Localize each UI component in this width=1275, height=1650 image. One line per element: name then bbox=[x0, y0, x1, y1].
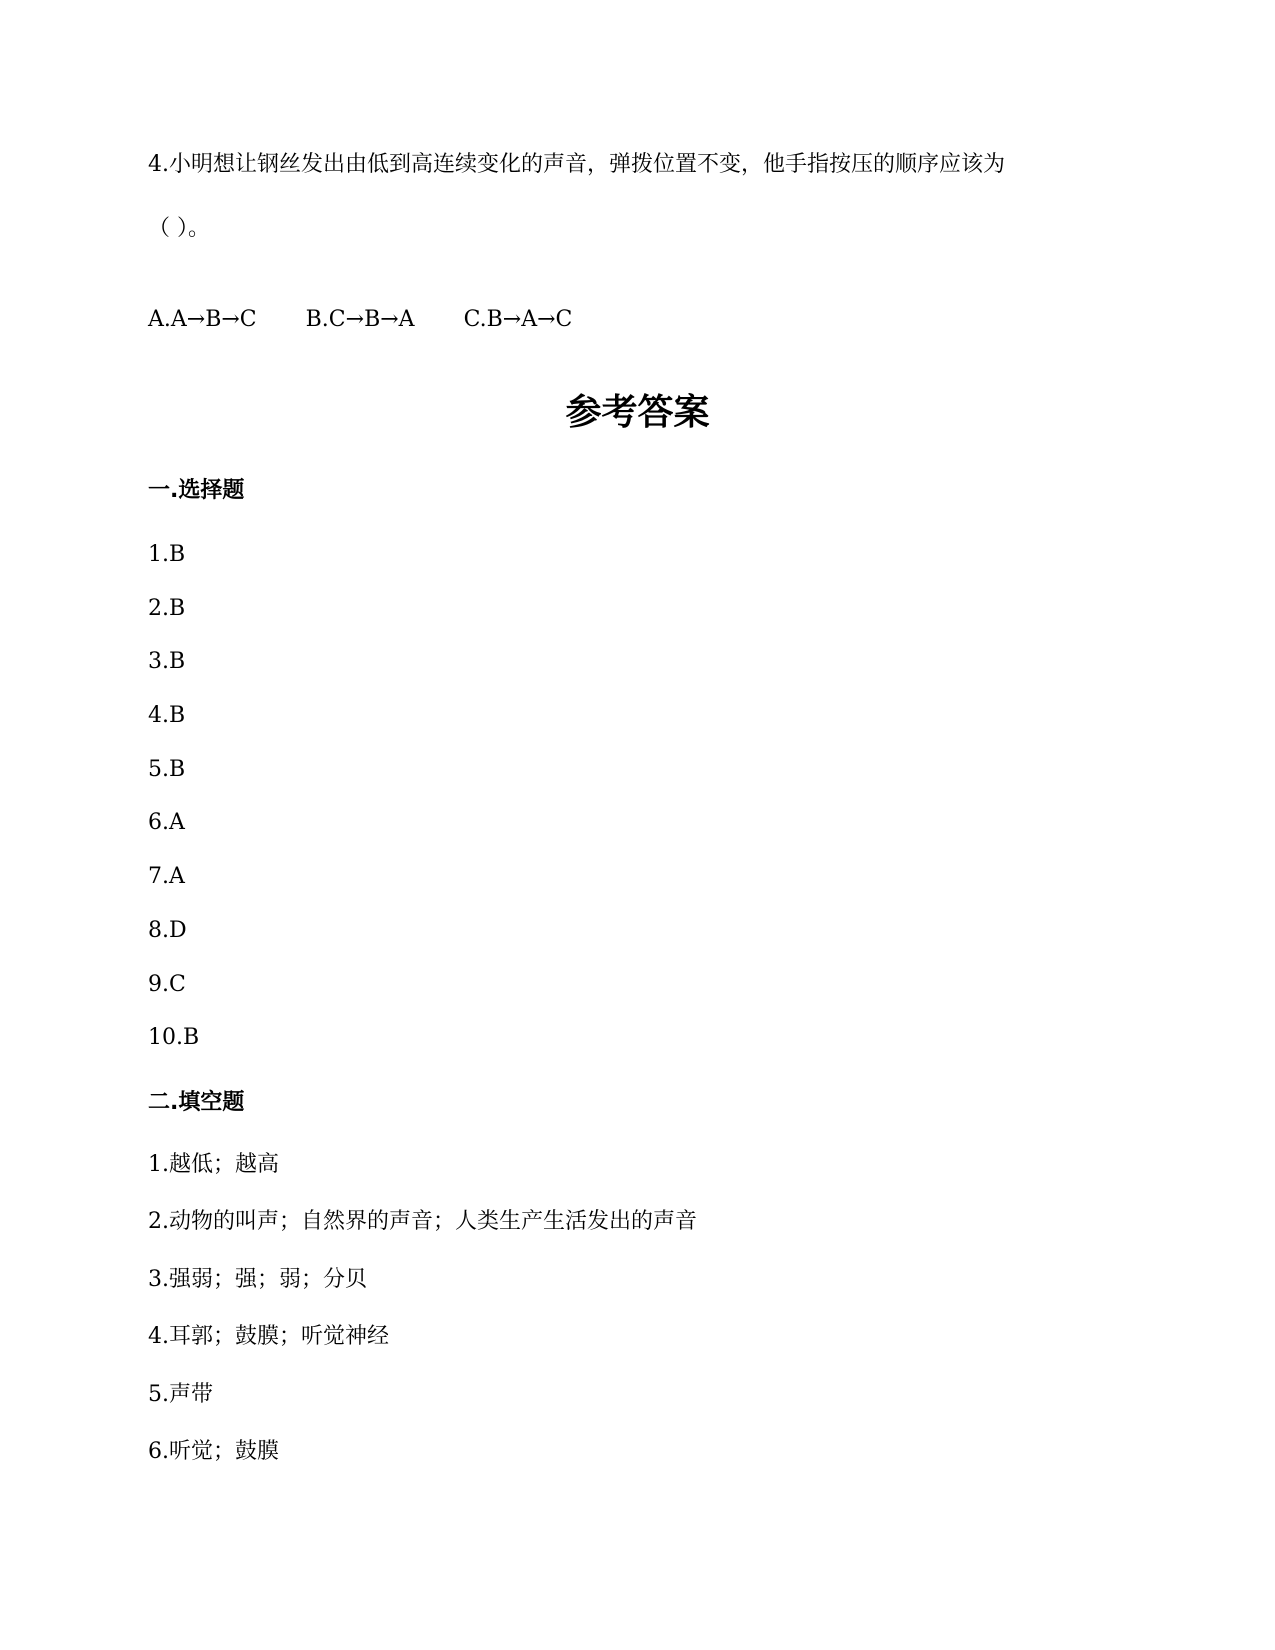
list-item: 3.B bbox=[148, 649, 186, 675]
question-text-line1: 4.小明想让钢丝发出由低到高连续变化的声音，弹拨位置不变，他手指按压的顺序应该为 bbox=[148, 152, 1005, 177]
list-item: 9.C bbox=[148, 971, 186, 997]
list-item: 1.B bbox=[148, 542, 186, 567]
list-item: 7.A bbox=[148, 864, 185, 890]
section-heading-multiple-choice: 一.选择题 bbox=[148, 478, 245, 503]
list-item: 8.D bbox=[148, 917, 187, 943]
list-item: 5.声带 bbox=[148, 1381, 213, 1407]
option-b: B.C→B→A bbox=[305, 307, 415, 332]
list-item: 10.B bbox=[148, 1025, 200, 1051]
option-c: C.B→A→C bbox=[463, 307, 573, 332]
list-item: 4.B bbox=[148, 703, 186, 729]
question-text-line2: （ ）。 bbox=[148, 216, 210, 241]
fill-in-blank-answer-list bbox=[148, 1150, 697, 1494]
list-item: 6.A bbox=[148, 810, 185, 836]
answers-title: 参考答案 bbox=[565, 392, 710, 433]
option-a: A.A→B→C bbox=[148, 307, 257, 332]
section-heading-fill-in-blank: 二.填空题 bbox=[148, 1090, 245, 1115]
list-item: 1.越低；越高 bbox=[148, 1152, 279, 1177]
list-item: 2.动物的叫声；自然界的声音；人类生产生活发出的声音 bbox=[148, 1209, 697, 1235]
list-item: 4.耳郭；鼓膜；听觉神经 bbox=[148, 1324, 389, 1350]
list-item: 3.强弱；强；弱；分贝 bbox=[148, 1266, 367, 1292]
list-item: 2.B bbox=[148, 595, 186, 621]
multiple-choice-answer-list bbox=[148, 540, 199, 1077]
list-item: 6.听觉；鼓膜 bbox=[148, 1438, 279, 1464]
question-options bbox=[148, 305, 621, 335]
list-item: 5.B bbox=[148, 756, 186, 782]
